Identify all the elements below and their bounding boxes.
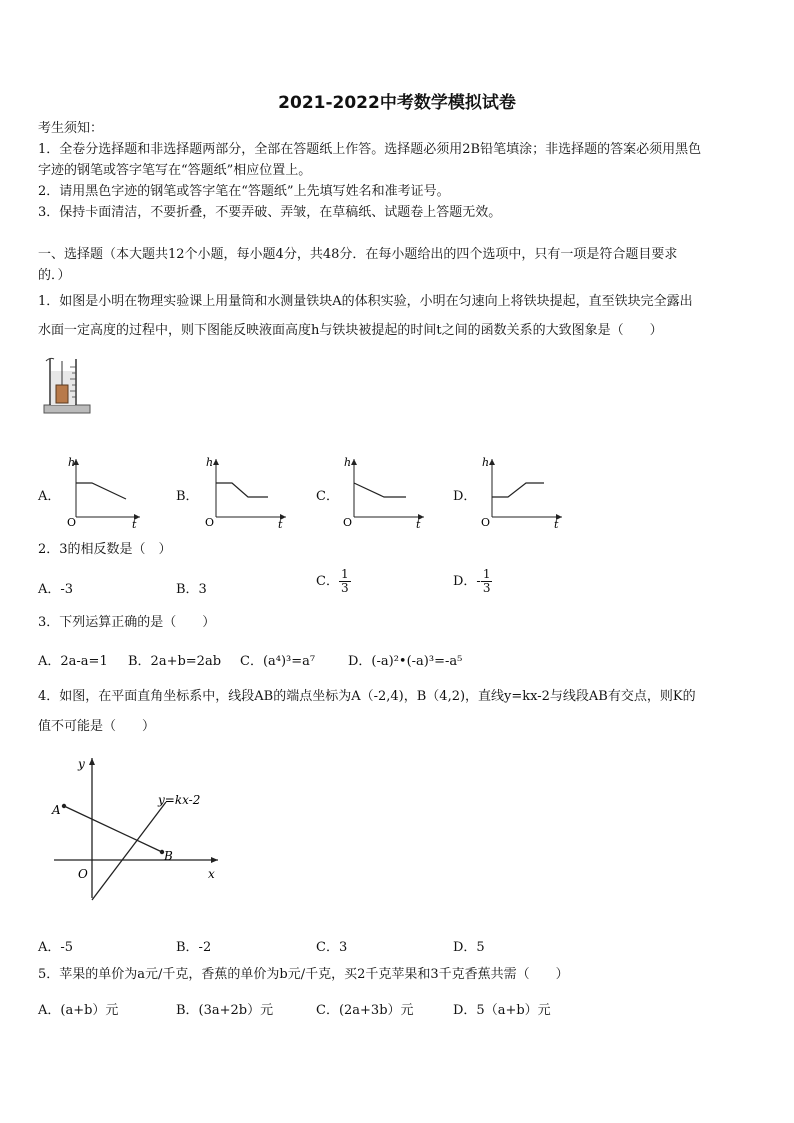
q2-c-fraction: $\frac{1}{3}$	[340, 567, 349, 595]
q5-option-c: C．(2a+3b）元	[316, 1003, 414, 1018]
notice-heading: 考生须知：	[38, 121, 104, 136]
q3-option-a: A．2a-a=1	[38, 654, 108, 669]
y-axis-label: y	[78, 757, 85, 771]
q1-option-c-label: C．	[316, 489, 339, 504]
t-axis-label: t	[278, 518, 283, 530]
line-label: y=kx-2	[158, 793, 201, 807]
q5-stem: 5．苹果的单价为a元/千克，香蕉的单价为b元/千克，买2千克苹果和3千克香蕉共需（ ）	[38, 967, 569, 982]
q4-stem: 4．如图，在平面直角坐标系中，线段AB的端点坐标为A（-2,4)，B（4,2)，直线y=kx-2与线段AB有交点，则K的	[38, 689, 696, 704]
notice-item-3: 3．保持卡面清洁，不要折叠，不要弄破、弄皱，在草稿纸、试题卷上答题无效。	[38, 205, 502, 220]
q1-stem: 1．如图是小明在物理实验课上用量筒和水测量铁块A的体积实验，小明在匀速向上将铁块提起，直至铁块完全露出	[38, 294, 693, 309]
origin-label: O	[67, 516, 77, 529]
point-a-label: A	[52, 803, 61, 817]
q1-option-b-label: B．	[176, 489, 199, 504]
q1-option-d-graph	[478, 455, 568, 530]
q2-option-d: D．- $\frac{1}{3}$	[453, 567, 491, 595]
q2-stem: 2．3的相反数是（ ）	[38, 542, 172, 557]
section-heading-cont: 的．）	[38, 268, 71, 283]
notice-item-1-cont: 字迹的钢笔或答字笔写在“答题纸”相应位置上。	[38, 163, 312, 178]
q1-option-c-graph	[340, 455, 430, 530]
q2-d-fraction: $\frac{1}{3}$	[482, 567, 491, 595]
q4-coordinate-figure	[48, 752, 228, 902]
q4-option-c: C．3	[316, 940, 348, 955]
beaker-figure	[36, 355, 96, 415]
notice-item-1: 1．全卷分选择题和非选择题两部分，全部在答题纸上作答。选择题必须用2B铅笔填涂；非选择题的答案必须用黑色	[38, 142, 702, 157]
section-heading: 一、选择题（本大题共12个小题，每小题4分，共48分．在每小题给出的四个选项中，只有一项是符合题目要求	[38, 247, 678, 262]
q4-option-d: D．5	[453, 940, 485, 955]
q2-option-a: A．-3	[38, 582, 74, 597]
q5-option-b: B．(3a+2b）元	[176, 1003, 274, 1018]
q1-option-b-graph	[202, 455, 292, 530]
q5-option-a: A．(a+b）元	[38, 1003, 119, 1018]
h-axis-label: h	[482, 456, 490, 469]
q5-option-d: D．5（a+b）元	[453, 1003, 551, 1018]
t-axis-label: t	[132, 518, 137, 530]
origin-label: O	[205, 516, 215, 529]
origin-label: O	[78, 867, 88, 881]
point-b-label: B	[164, 849, 173, 863]
q3-option-d: D．(-a)²•(-a)³=-a⁵	[348, 654, 463, 669]
notice-item-2: 2．请用黑色字迹的钢笔或答字笔在“答题纸”上先填写姓名和准考证号。	[38, 184, 450, 199]
h-axis-label: h	[344, 456, 352, 469]
q4-option-b: B．-2	[176, 940, 212, 955]
q1-option-a-label: A．	[38, 489, 61, 504]
q1-option-a-graph	[62, 455, 142, 530]
q2-option-c: C． $\frac{1}{3}$	[316, 567, 349, 595]
q4-stem-cont: 值不可能是（ ）	[38, 719, 156, 734]
t-axis-label: t	[416, 518, 421, 530]
q3-option-b: B．2a+b=2ab	[128, 654, 222, 669]
t-axis-label: t	[554, 518, 559, 530]
page-title: 2021-2022中考数学模拟试卷	[278, 93, 516, 113]
q1-option-d-label: D．	[453, 489, 477, 504]
q4-option-a: A．-5	[38, 940, 74, 955]
q1-stem-cont: 水面一定高度的过程中，则下图能反映液面高度h与铁块被提起的时间t之间的函数关系的大致图象是（ ）	[38, 323, 663, 338]
q3-stem: 3．下列运算正确的是（ ）	[38, 615, 216, 630]
h-axis-label: h	[206, 456, 214, 469]
h-axis-label: h	[68, 456, 76, 469]
origin-label: O	[343, 516, 353, 529]
q2-option-b: B．3	[176, 582, 207, 597]
x-axis-label: x	[208, 867, 215, 881]
q3-option-c: C．(a⁴)³=a⁷	[240, 654, 316, 669]
origin-label: O	[481, 516, 491, 529]
